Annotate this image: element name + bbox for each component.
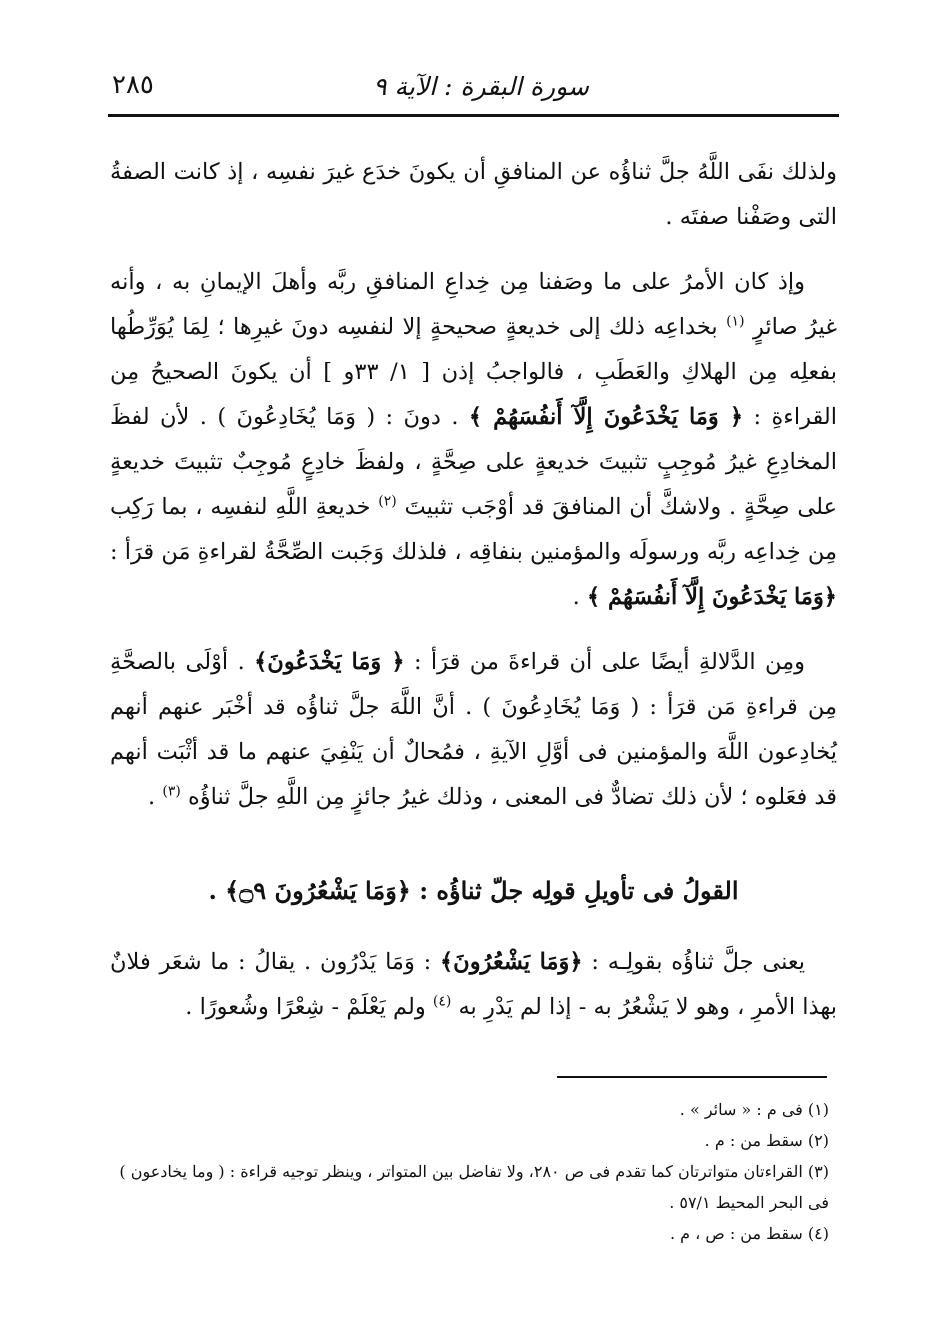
paragraph-3: ومِن الدَّلالةِ أيضًا على أن قراءةَ من قرَأ : ﴿ وَمَا يَخْدَعُونَ﴾ . أوْلَى بالصحَّةِ مِن قراءةِ مَن قرَأ : ( وَمَا يُخَادِعُونَ ) . أنَّ اللَّهَ جلَّ ثناؤُه قد أخْبَر عنهم أنهم يُخادِعون اللَّهَ والمؤمنين فى أوَّلِ الآيةِ ، فمُحالٌ أن يَنْفِيَ عنهم ما قد أثْبَت أنهم قد فعَلوه ؛ لأن ذلك تضادٌّ فى المعنى ، وذلك غيرُ جائزٍ مِن اللَّهِ جلَّ ثناؤُه $^{(٣)}$ . (110, 649, 837, 810)
paragraph-4: يعنى جلَّ ثناؤُه بقولِـه : ﴿وَمَا يَشْعُرُونَ﴾ : وَمَا يَدْرُون . يقالُ : ما شعَر فلانٌ بهذا الأمرِ ، وهو لا يَشْعُرُ به - إذا لم يَدْرِ به $^{(٤)}$ ولم يَعْلَمْ - شِعْرًا وشُعورًا . (110, 949, 837, 1020)
footnote-ref-1[interactable]: (١) (726, 313, 745, 330)
footnote-ref-3[interactable]: (٣) (162, 783, 181, 800)
footnote-2: (٢) سقط من : م . (704, 1131, 829, 1150)
footnote-3: (٣) القراءتان متواترتان كما تقدم فى ص ٢٨٠، ولا تفاضل بين المتواتر ، وينظر توجيه قراءة : ( وما يخادعون ) فى البحر المحيط ٥٧/١ . (119, 1162, 829, 1212)
footnote-4: (٤) سقط من : ص ، م . (669, 1224, 829, 1243)
header-rule (108, 114, 839, 117)
main-text-continued (110, 940, 837, 1050)
heading-verse: ﴿وَمَا يَشْعُرُونَ ۝٩﴾ (225, 876, 411, 905)
footnote-ref-2[interactable]: (٢) (378, 493, 397, 510)
running-title: سورة البقرة : الآية ٩ (373, 72, 589, 101)
quran-quote: ﴿ وَمَا يَخْدَعُونَ إِلَّآ أَنفُسَهُمْ ﴾ (468, 404, 744, 430)
quran-quote: ﴿وَمَا يَشْعُرُونَ﴾ (439, 949, 583, 975)
quran-quote: ﴿وَمَا يَخْدَعُونَ إِلَّآ أَنفُسَهُمْ ﴾ (586, 584, 837, 610)
paragraph-2: وإذ كان الأمرُ على ما وصَفنا مِن خِداعِ المنافقِ ربَّه وأهلَ الإيمانِ به ، وأنه غيرُ صائرٍ $^{(١)}$ بخداعِه ذلك إلى خديعةٍ صحيحةٍ إلا لنفسِه دونَ غيرِها ؛ لِمَا يُوَرِّطُها بفعلِه مِن الهلاكِ والعَطَبِ ، فالواجبُ إذن [ ١/ ٣٣و ] أن يكونَ الصحيحُ مِن القراءةِ : ﴿ وَمَا يَخْدَعُونَ إِلَّآ أَنفُسَهُمْ ﴾ . دونَ : ( وَمَا يُخَادِعُونَ ) . لأن لفظَ المخادِعِ غيرُ مُوجِبٍ تثبيتَ خديعةٍ على صِحَّةٍ ، ولفظَ خادِعٍ مُوجِبٌ تثبيتَ خديعةٍ على صِحَّةٍ . ولاشكَّ أن المنافقَ قد أوْجَب تثبيتَ $^{(٢)}$ خديعةِ اللَّهِ لنفسِه ، بما رَكِب مِن خِداعِه ربَّه ورسولَه والمؤمنين بنفاقِه ، فلذلك وَجَبت الصِّحَّةُ لقراءةِ مَن قرَأ : ﴿وَمَا يَخْدَعُونَ إِلَّآ أَنفُسَهُمْ ﴾ . (110, 269, 838, 610)
paragraph-1: ولذلك نفَى اللَّهُ جلَّ ثناؤُه عن المنافقِ أن يكونَ خدَع غيرَ نفسِه ، إذ كانت الصفةُ التى وصَفْنا صفتَه . (110, 159, 837, 230)
section-heading: القولُ فى تأويلِ قولِه جلّ ثناؤُه : ﴿وَمَا يَشْعُرُونَ ۝٩﴾ . (208, 876, 739, 905)
footnote-ref-4[interactable]: (٤) (432, 993, 452, 1010)
page-number: ٢٨٥ (112, 70, 154, 100)
footnotes (110, 1094, 829, 1249)
main-text (110, 150, 837, 840)
quran-quote: ﴿ وَمَا يَخْدَعُونَ﴾ (254, 649, 405, 675)
page-header (108, 68, 839, 108)
footnote-1: (١) فى م : « سائر » . (679, 1100, 829, 1119)
footnote-rule (557, 1076, 827, 1078)
